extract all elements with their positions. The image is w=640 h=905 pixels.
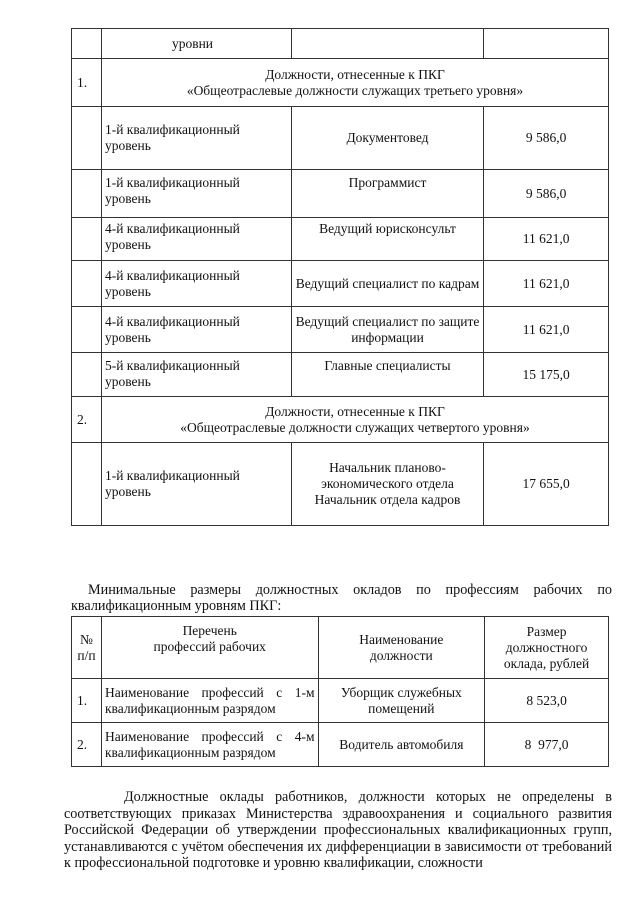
col-position: Наименование должности [318,617,485,679]
table-row [72,218,609,261]
qual-level: 1-й квалификационный уровень [101,443,291,526]
salary: 8 977,0 [485,723,609,767]
qual-level: 1-й квалификационный уровень [101,170,291,218]
position: Ведущий специалист по защите информации [291,307,484,353]
position: Документовед [291,107,484,170]
qual-level: 5-й квалификационный уровень [101,353,291,397]
group-title: Должности, отнесенные к ПКГ «Общеотраслевые должности служащих третьего уровня» [101,59,608,107]
profession: Наименование профессий с 4-м квалификационным разрядом [101,723,318,767]
salary: 15 175,0 [484,353,609,397]
table-row [72,307,609,353]
position: Ведущий юрисконсульт [291,218,484,261]
position: Уборщик служебных помещений [318,679,485,723]
salary: 8 523,0 [485,679,609,723]
worker-professions-table [71,616,609,767]
header-cont: уровни [101,29,291,59]
profession: Наименование профессий с 1-м квалификационным разрядом [101,679,318,723]
qual-level: 4-й квалификационный уровень [101,307,291,353]
positions-table-clerks [71,28,609,526]
position: Начальник планово- экономического отдела Начальник отдела кадров [291,443,484,526]
group-num: 1. [72,59,102,107]
salary: 9 586,0 [484,107,609,170]
position: Водитель автомобиля [318,723,485,767]
qual-level: 4-й квалификационный уровень [101,261,291,307]
intro-text-line2: квалификационным уровням ПКГ: [71,598,282,614]
salary: 9 586,0 [484,170,609,218]
salary: 11 621,0 [484,218,609,261]
table-row [72,353,609,397]
qual-level: 4-й квалификационный уровень [101,218,291,261]
group-num: 2. [72,397,102,443]
table-row [72,170,609,218]
table-row [72,107,609,170]
table-row [72,443,609,526]
salary: 17 655,0 [484,443,609,526]
qual-level: 1-й квалификационный уровень [101,107,291,170]
table-row [72,261,609,307]
table-row: 1. Наименование профессий с 1-м квалификационным разрядом Уборщик служебных помещений 8 523,0 [72,679,609,723]
position: Главные специалисты [291,353,484,397]
col-salary: Размер должностного оклада, рублей [485,617,609,679]
col-num: № п/п [72,617,102,679]
body-paragraph: Должностные оклады работников, должности которых не определены в соответствующих приказах Министерства здравоохранения и социального развития Российской Федерации об утверждении профессиональных квалификационных групп, устанавливаются с учётом обеспечения их дифференциации в зависимости от требований к профессиональной подготовке и уровню квалификации, сложности [64,789,612,871]
col-profession: Перечень профессий рабочих [101,617,318,679]
position: Ведущий специалист по кадрам [291,261,484,307]
salary: 11 621,0 [484,261,609,307]
group-title: Должности, отнесенные к ПКГ «Общеотраслевые должности служащих четвертого уровня» [101,397,608,443]
salary: 11 621,0 [484,307,609,353]
intro-text: Минимальные размеры должностных окладов по профессиям рабочих по [88,582,612,598]
table-row: 2. Наименование профессий с 4-м квалификационным разрядом Водитель автомобиля 8 977,0 [72,723,609,767]
table-header [72,617,609,679]
position: Программист [291,170,484,218]
